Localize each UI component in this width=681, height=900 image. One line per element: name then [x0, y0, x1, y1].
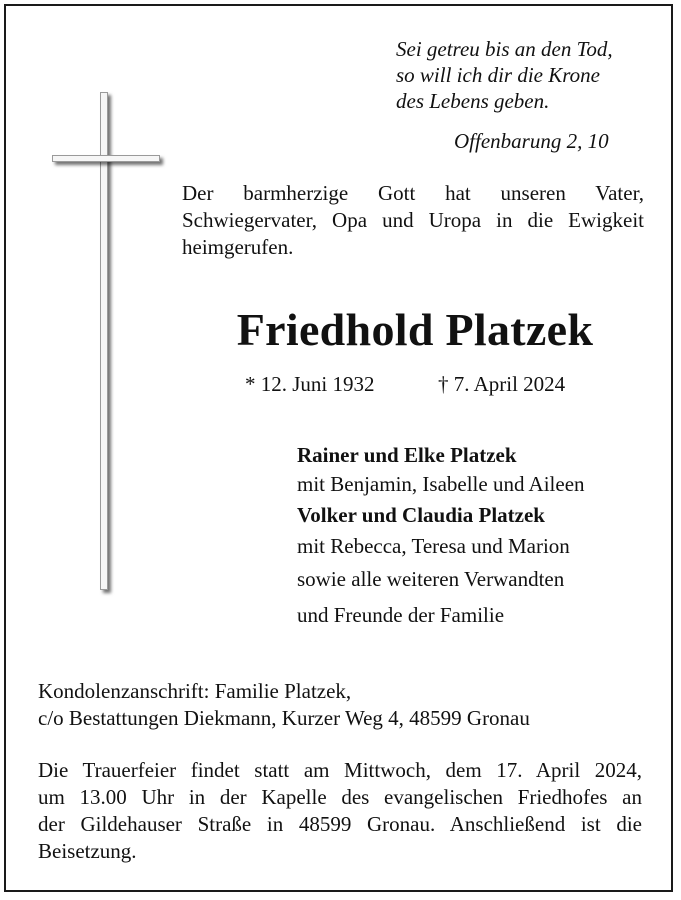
quote-line: so will ich dir die Krone [396, 63, 600, 87]
mourner-others: und Freunde der Familie [297, 603, 505, 627]
intro-line: Schwiegervater, Opa und Uropa in die Ewigkeit [182, 208, 644, 232]
service-line: Beisetzung. [38, 839, 137, 863]
service-line: der Gildehauser Straße in 48599 Gronau. Anschließend ist die [38, 812, 642, 836]
cross-horizontal-beam [52, 155, 160, 162]
mourner-family-children: mit Benjamin, Isabelle und Aileen [297, 472, 585, 496]
death-date: † 7. April 2024 [438, 372, 566, 396]
mourner-family-names: Rainer und Elke Platzek [297, 443, 517, 467]
funeral-service-info [38, 757, 642, 865]
quote-source: Offenbarung 2, 10 [454, 129, 609, 153]
mourner-family-names: Volker und Claudia Platzek [297, 503, 545, 527]
quote-line: des Lebens geben. [396, 89, 550, 113]
intro-line: Der barmherzige Gott hat unseren Vater, [182, 181, 644, 205]
mourner-others: sowie alle weiteren Verwandten [297, 567, 565, 591]
cross-vertical-beam [100, 92, 108, 590]
intro-line: heimgerufen. [182, 235, 294, 259]
mourners-list [297, 441, 657, 633]
quote-line: Sei getreu bis an den Tod, [396, 37, 613, 61]
condolence-line: Kondolenzanschrift: Familie Platzek, [38, 679, 352, 703]
mourner-family-children: mit Rebecca, Teresa und Marion [297, 534, 570, 558]
deceased-name: Friedhold Platzek [236, 304, 594, 355]
intro-text [182, 180, 644, 261]
service-line: Die Trauerfeier findet statt am Mittwoch, dem 17. April 2024, [38, 758, 642, 782]
bible-quote [396, 36, 656, 114]
birth-date: * 12. Juni 1932 [245, 372, 375, 396]
service-line: um 13.00 Uhr in der Kapelle des evangelischen Friedhofes an [38, 785, 642, 809]
latin-cross-icon [52, 92, 162, 592]
condolence-address [38, 678, 658, 732]
condolence-line: c/o Bestattungen Diekmann, Kurzer Weg 4, 48599 Gronau [38, 706, 530, 730]
